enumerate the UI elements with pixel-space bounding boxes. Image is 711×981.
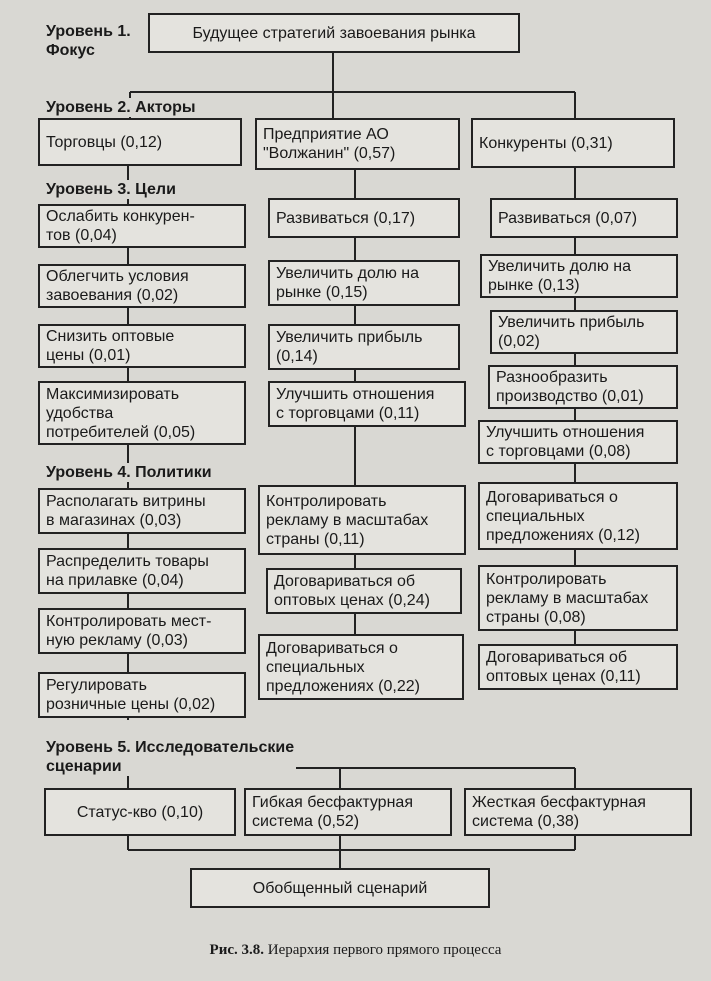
goal-competitors-4: Разнообразить производство (0,01) [488, 365, 678, 409]
goal-competitors-3: Увеличить прибыль (0,02) [490, 310, 678, 354]
policy-enterprise-2: Договариваться об оптовых ценах (0,24) [266, 568, 462, 614]
policy-competitors-3: Договариваться об оптовых ценах (0,11) [478, 644, 678, 690]
policy-competitors-2: Контролировать рекламу в масштабах страны (0,08) [478, 565, 678, 631]
goal-enterprise-1: Развиваться (0,17) [268, 198, 460, 238]
goal-enterprise-3: Увеличить прибыль (0,14) [268, 324, 460, 370]
level-4-label: Уровень 4. Политики [46, 464, 212, 481]
actor-competitors: Конкуренты (0,31) [471, 118, 675, 168]
actor-enterprise: Предприятие АО "Волжанин" (0,57) [255, 118, 460, 170]
scenario-rigid: Жесткая бесфактурная система (0,38) [464, 788, 692, 836]
policy-enterprise-3: Договариваться о специальных предложениях (0,22) [258, 634, 464, 700]
figure-caption [0, 942, 711, 959]
level-2-label: Уровень 2. Акторы [46, 99, 196, 116]
goal-competitors-1: Развиваться (0,07) [490, 198, 678, 238]
level-1-label: Уровень 1. Фокус [46, 23, 131, 59]
goal-enterprise-4: Улучшить отношения с торговцами (0,11) [268, 381, 466, 427]
result-box: Обобщенный сценарий [190, 868, 490, 908]
caption-label: Рис. 3.8. [209, 942, 264, 958]
policy-competitors-1: Договариваться о специальных предложениях (0,12) [478, 482, 678, 550]
caption-text: Иерархия первого прямого процесса [267, 942, 502, 958]
scenario-flexible: Гибкая бесфактурная система (0,52) [244, 788, 452, 836]
goal-competitors-2: Увеличить долю на рынке (0,13) [480, 254, 678, 298]
goal-traders-3: Снизить оптовые цены (0,01) [38, 324, 246, 368]
policy-traders-2: Распределить товары на прилавке (0,04) [38, 548, 246, 594]
focus-box: Будущее стратегий завоевания рынка [148, 13, 520, 53]
goal-traders-1: Ослабить конкурен- тов (0,04) [38, 204, 246, 248]
policy-traders-4: Регулировать розничные цены (0,02) [38, 672, 246, 718]
goal-traders-4: Максимизировать удобства потребителей (0,05) [38, 381, 246, 445]
scenario-status-quo: Статус-кво (0,10) [44, 788, 236, 836]
level-3-label: Уровень 3. Цели [46, 181, 176, 198]
policy-enterprise-1: Контролировать рекламу в масштабах страны (0,11) [258, 485, 466, 555]
policy-traders-1: Располагать витрины в магазинах (0,03) [38, 488, 246, 534]
goal-traders-2: Облегчить условия завоевания (0,02) [38, 264, 246, 308]
policy-traders-3: Контролировать мест- ную рекламу (0,03) [38, 608, 246, 654]
goal-enterprise-2: Увеличить долю на рынке (0,15) [268, 260, 460, 306]
actor-traders: Торговцы (0,12) [38, 118, 242, 166]
goal-competitors-5: Улучшить отношения с торговцами (0,08) [478, 420, 678, 464]
level-5-label: Уровень 5. Исследовательские сценарии [46, 739, 295, 775]
